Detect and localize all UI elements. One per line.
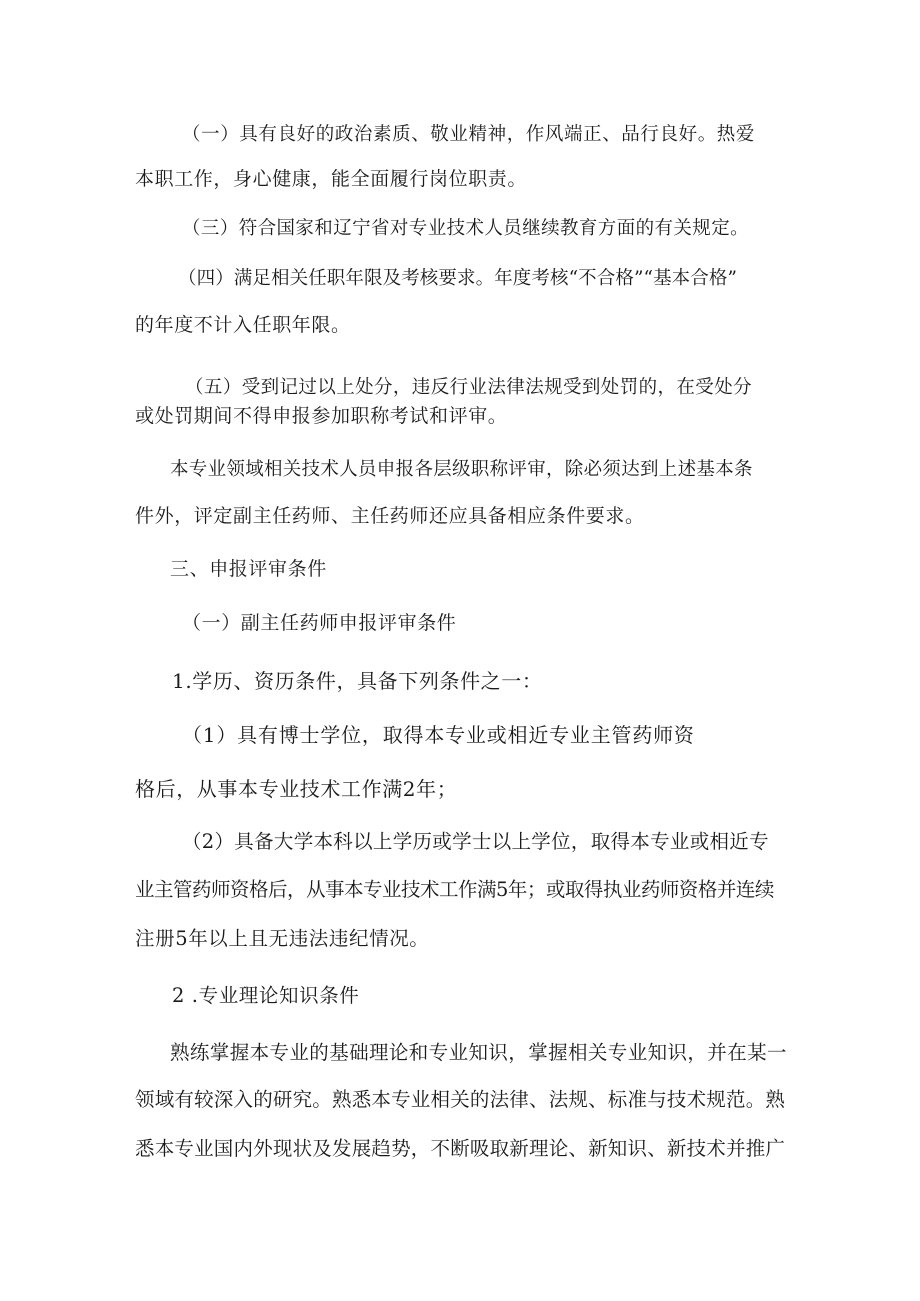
text-line: （1）具有博士学位，取得本专业或相近专业主管药师资 <box>182 723 695 747</box>
text-line: 领域有较深入的研究。熟悉本专业相关的法律、法规、标准与技术规范。熟 <box>135 1088 786 1111</box>
text-line: 注册5年以上且无违法违纪情况。 <box>135 927 430 950</box>
text-line: （五）受到记过以上处分，违反行业法律法规受到处罚的，在受处分 <box>185 377 753 398</box>
text-line: 本专业领域相关技术人员申报各层级职称评审，除必须达到上述基本条 <box>170 459 753 480</box>
text-line: 悉本专业国内外现状及发展趋势，不断吸取新理论、新知识、新技术并推广 <box>135 1137 786 1160</box>
text-line: 熟练掌握本专业的基础理论和专业知识，掌握相关专业知识，并在某一 <box>170 1041 787 1064</box>
text-line: （四）满足相关任职年限及考核要求。年度考核“不合格”“基本合格” <box>178 268 738 289</box>
text-line: 或处罚期间不得申报参加职称考试和评审。 <box>135 405 508 427</box>
text-line: （一）具有良好的政治素质、敬业精神，作风端正、品行良好。热爱 <box>182 124 756 145</box>
text-line: （三）符合国家和辽宁省对专业技术人员继续教育方面的有关规定。 <box>182 218 750 239</box>
section-heading: 三、申报评审条件 <box>170 558 327 580</box>
text-line: 格后，从事本专业技术工作满2年； <box>135 777 458 801</box>
item-heading: 2 .专业理论知识条件 <box>172 984 360 1007</box>
text-line: 件外，评定副主任药师、主任药师还应具备相应条件要求。 <box>135 505 645 527</box>
text-line: 业主管药师资格后，从事本专业技术工作满5年；或取得执业药师资格并连续 <box>135 878 774 901</box>
subsection-heading: （一）副主任药师申报评审条件 <box>182 612 457 634</box>
text-line: 的年度不计入任职年限。 <box>135 314 351 336</box>
text-line: （2）具备大学本科以上学历或学士以上学位，取得本专业或相近专 <box>182 830 769 853</box>
item-heading: 1.学历、资历条件，具备下列条件之一： <box>172 669 543 693</box>
text-line: 本职工作，身心健康，能全面履行岗位职责。 <box>135 168 528 190</box>
